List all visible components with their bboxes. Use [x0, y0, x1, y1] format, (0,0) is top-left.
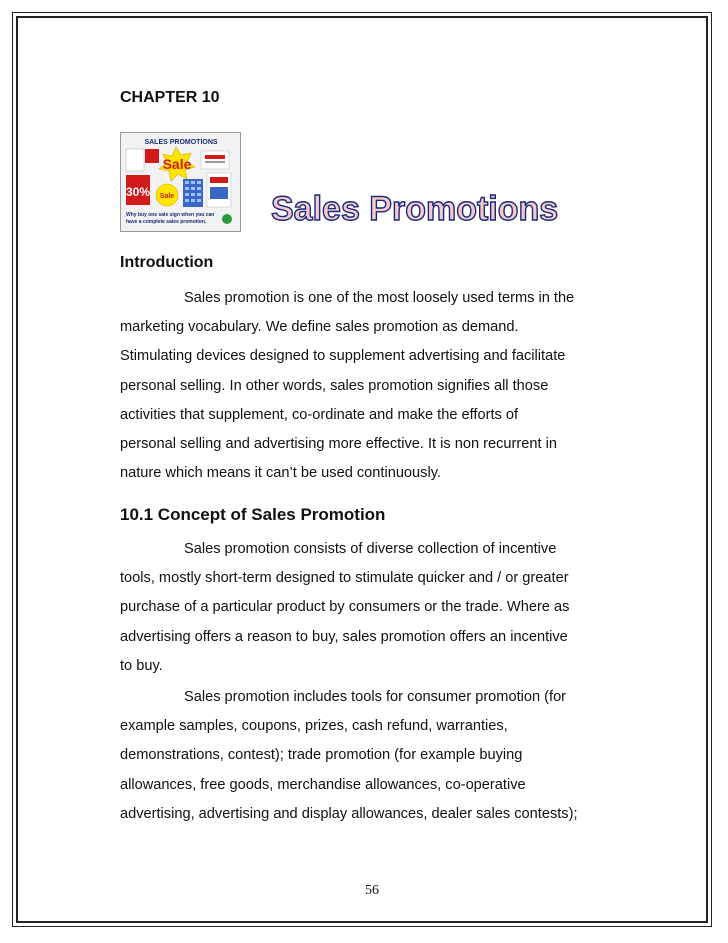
text-line: marketing vocabulary. We define sales promotion as demand.: [120, 319, 519, 336]
text-line: personal selling and advertising more effective. It is non recurrent in: [120, 436, 557, 453]
sales-promotion-image: [120, 132, 241, 232]
text-line: example samples, coupons, prizes, cash refund, warranties,: [120, 718, 508, 735]
text-line: to buy.: [120, 657, 163, 674]
section-heading: 10.1 Concept of Sales Promotion: [120, 505, 386, 524]
introduction-heading: Introduction: [120, 254, 214, 271]
text-line: Sales promotion includes tools for consumer promotion (for: [184, 689, 567, 705]
text-line: Sales promotion consists of diverse collection of incentive: [184, 541, 557, 557]
text-line: purchase of a particular product by consumers or the trade. Where as: [120, 599, 570, 616]
text-line: activities that supplement, co-ordinate and make the efforts of: [120, 406, 519, 423]
image-tagline-1: Why buy one sale sign when you can: [126, 212, 215, 218]
text-line: Stimulating devices designed to supplement advertising and facilitate: [120, 348, 566, 365]
page-number: 56: [365, 883, 379, 898]
sale-word: Sale: [162, 156, 192, 172]
wordart-title: [268, 180, 559, 230]
introduction-paragraph: [120, 284, 640, 488]
text-line: advertising, advertising and display allowances, dealer sales contests);: [120, 805, 578, 822]
chapter-label: CHAPTER 10: [120, 89, 220, 106]
text-line: tools, mostly short-term designed to stimulate quicker and / or greater: [120, 570, 569, 587]
text-line: advertising offers a reason to buy, sales promotion offers an incentive: [120, 628, 568, 645]
image-tagline-2: have a complete sales promotion.: [126, 219, 207, 225]
wordart-title-text: Sales Promotions: [271, 190, 559, 228]
image-header-text: SALES PROMOTIONS: [144, 139, 218, 146]
concept-paragraph-1: [120, 535, 640, 681]
text-line: demonstrations, contest); trade promotion (for example buying: [120, 747, 523, 764]
concept-paragraph-2: [120, 683, 640, 829]
text-line: Sales promotion is one of the most loosely used terms in the: [184, 290, 575, 306]
percent-text: 30%: [125, 185, 151, 199]
text-line: personal selling. In other words, sales promotion signifies all those: [120, 377, 549, 394]
small-sale-text: Sale: [159, 193, 175, 200]
text-line: nature which means it can’t be used continuously.: [120, 465, 441, 482]
text-line: allowances, free goods, merchandise allowances, co-operative: [120, 776, 526, 793]
